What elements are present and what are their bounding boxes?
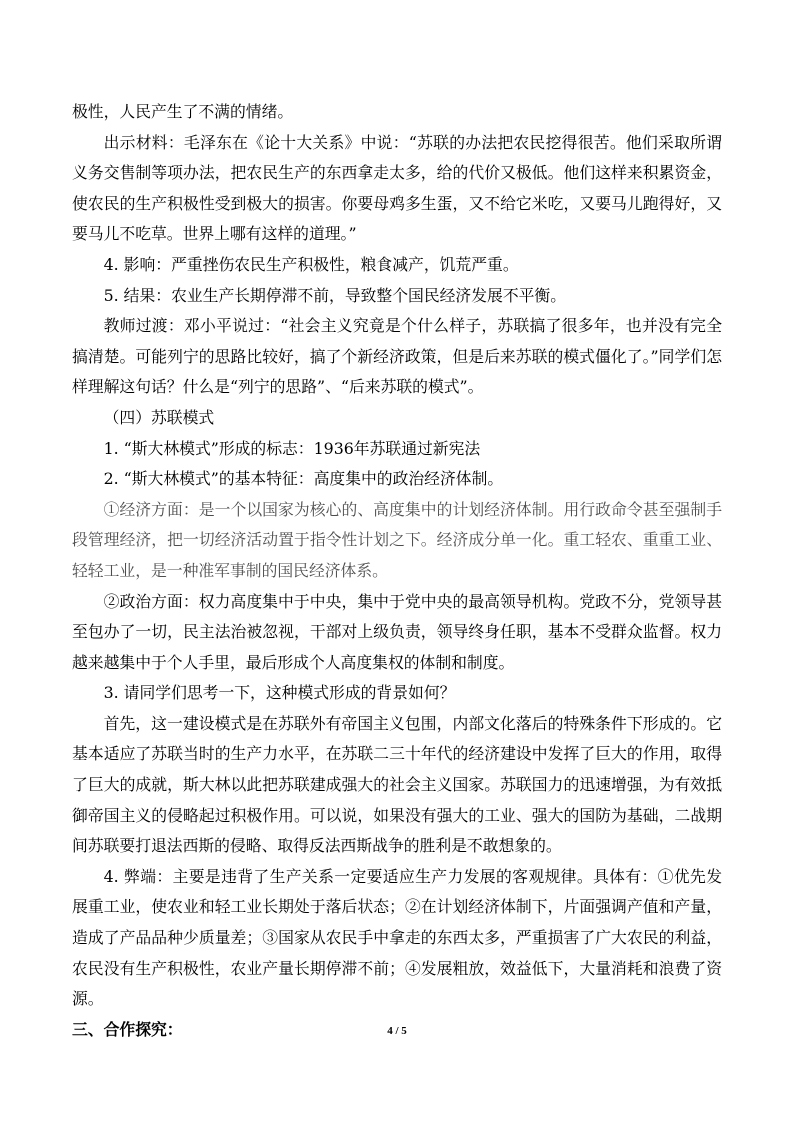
- paragraph-political-aspect: ②政治方面：权力高度集中于中央，集中于党中央的最高领导机构。党政不分，党领导甚至包办了一切，民主法治被忽视，干部对上级负责，领导终身任职，基本不受群众监督。权力越来越集中于个人手里，最后形成个人高度集权的体制和制度。: [72, 591, 722, 672]
- paragraph-model-formation: 1. “斯大林模式”形成的标志：1936年苏联通过新宪法: [103, 438, 481, 458]
- paragraph-continuation: 极性，人民产生了不满的情绪。: [72, 102, 294, 121]
- paragraph-background-question: 3. 请同学们思考一下，这种模式形成的背景如何？: [103, 683, 456, 703]
- paragraph-background-answer: 首先，这一建设模式是在苏联外有帝国主义包围，内部文化落后的特殊条件下形成的。它基本适应了苏联当时的生产力水平，在苏联二三十年代的经济建设中发挥了巨大的作用，取得了巨大的成就，斯大林以此把苏联建成强大的社会主义国家。苏联国力的迅速增强，为有效抵御帝国主义的侵略起过积极作用。可以说，如果没有强大的工业、强大的国防为基础，二战期间苏联要打退法西斯的侵略、取得反法西斯战争的胜利是不敢想象的。: [72, 713, 722, 856]
- paragraph-result: 5. 结果：农业生产长期停滞不前，导致整个国民经济发展不平衡。: [103, 285, 567, 305]
- section-heading-cooperative-inquiry: 三、合作探究：: [72, 1019, 183, 1039]
- paragraph-material-quote: 出示材料：毛泽东在《论十大关系》中说：“苏联的办法把农民挖得很苦。他们采取所谓义务交售制等项办法，把农民生产的东西拿走太多，给的代价又极低。他们这样来积累资金，使农民的生产积极性受到极大的损害。你要母鸡多生蛋，又不给它米吃，又要马儿跑得好，又要马儿不吃草。世界上哪有这样的道理。”: [72, 132, 722, 244]
- page-number: 4 / 5: [387, 1025, 407, 1037]
- paragraph-model-features: 2. “斯大林模式”的基本特征：高度集中的政治经济体制。: [103, 469, 504, 489]
- paragraph-economic-aspect: ①经济方面：是一个以国家为核心的、高度集中的计划经济体制。用行政命令甚至强制手段管理经济，把一切经济活动置于指令性计划之下。经济成分单一化。重工轻农、重重工业、轻轻工业，是一种准军事制的国民经济体系。: [72, 499, 722, 580]
- section-heading-soviet-model: （四）苏联模式: [103, 407, 215, 427]
- paragraph-teacher-transition: 教师过渡：邓小平说过：“社会主义究竟是个什么样子，苏联搞了很多年，也并没有完全搞清楚。可能列宁的思路比较好，搞了个新经济政策，但是后来苏联的模式僵化了。”同学们怎样理解这句话？什么是“列宁的思路”、“后来苏联的模式”。: [72, 316, 722, 397]
- paragraph-impact: 4. 影响：严重挫伤农民生产积极性，粮食减产，饥荒严重。: [103, 254, 519, 274]
- document-body: [72, 97, 722, 1045]
- paragraph-drawbacks: 4. 弊端：主要是违背了生产关系一定要适应生产力发展的客观规律。具体有：①优先发展重工业，使农业和轻工业长期处于落后状态；②在计划经济体制下，片面强调产值和产量，造成了产品品种少质量差；③国家从农民手中拿走的东西太多，严重损害了广大农民的利益，农民没有生产积极性，农业产量长期停滞不前；④发展粗放，效益低下，大量消耗和浪费了资源。: [72, 866, 722, 1009]
